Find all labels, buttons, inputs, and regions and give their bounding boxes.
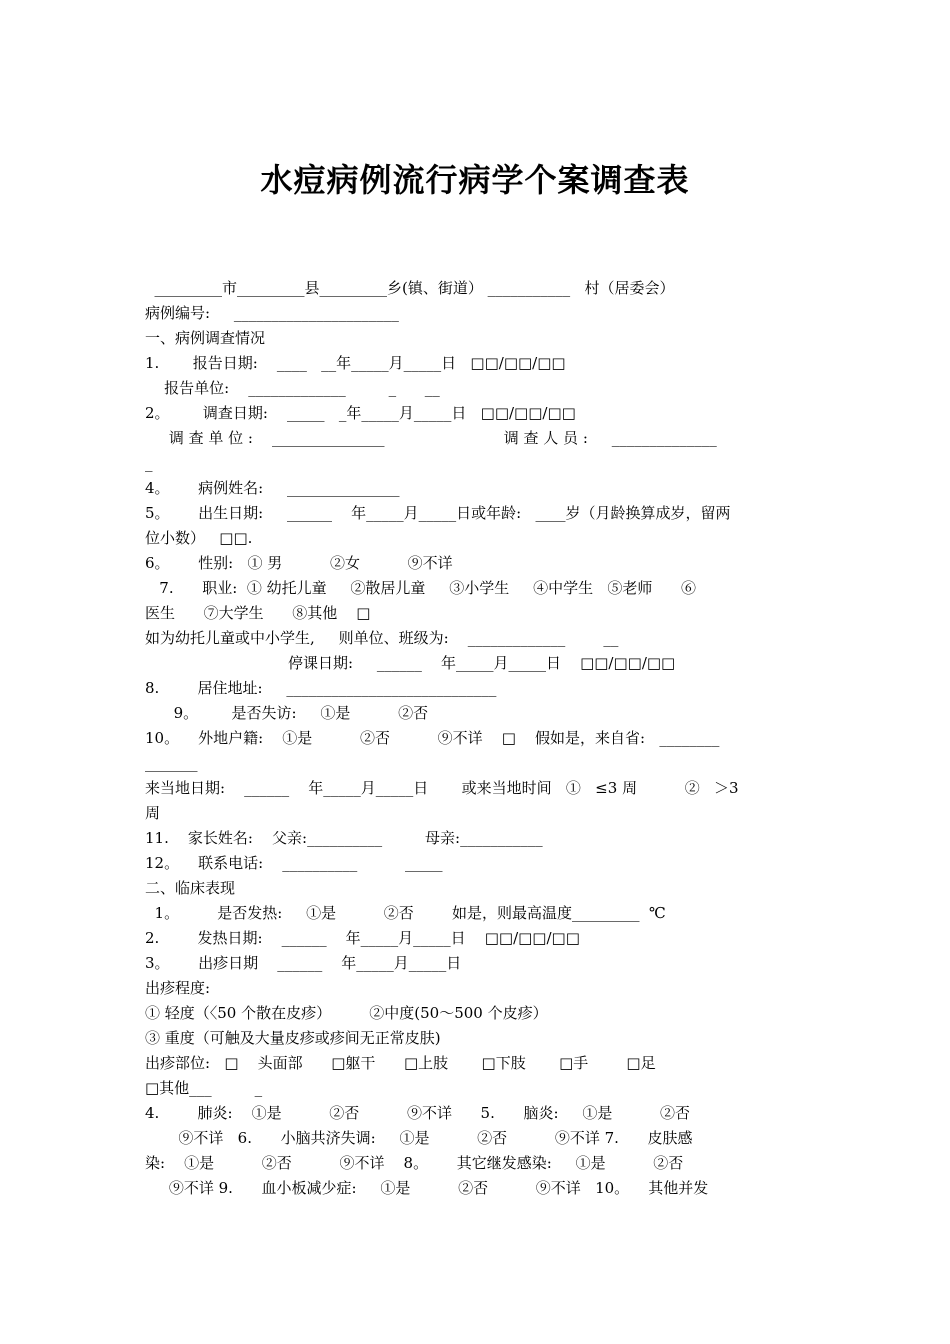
form-line-patient-name: 4。 病例姓名: _______________	[145, 479, 400, 497]
form-line-survey-unit: 调 查 单 位 : _______________ 调 查 人 员 : ______________	[145, 429, 717, 447]
form-line-region: _________市_________县_________乡(镇、街道） ___________ 村（居委会）	[145, 279, 675, 297]
form-line-report-date: 1. 报告日期: ____ __年_____月_____日 □□/□□/□□	[145, 354, 566, 372]
form-line-phone: 12。 联系电话: __________ _____	[145, 854, 443, 872]
form-line-case-number: 病例编号: ______________________	[145, 304, 399, 322]
form-line-rash-date: 3。 出疹日期 ______ 年_____月_____日	[145, 954, 462, 972]
form-line-complications-1: 4. 肺炎: ①是 ②否 ⑨不详 5. 脑炎: ①是 ②否	[145, 1104, 691, 1122]
form-line-rash-severity-severe: ③ 重度（可触及大量皮疹或疹间无正常皮肤)	[145, 1029, 441, 1047]
section-heading-2: 二、临床表现	[145, 879, 236, 897]
form-line-report-unit: 报告单位: _____________ _ __	[145, 379, 440, 397]
form-line-complications-2: ⑨不详 6. 小脑共济失调: ①是 ②否 ⑨不详 7. 皮肤感	[145, 1129, 693, 1147]
form-line-rash-location-other: □其他___ _	[145, 1079, 263, 1097]
form-line-arrival-date: 来当地日期: ______ 年_____月_____日 或来当地时间 ① ≤3 周 ② ＞3	[145, 779, 739, 797]
form-line-continuation: _	[145, 454, 153, 472]
form-line-complications-4: ⑨不详 9. 血小板减少症: ①是 ②否 ⑨不详 10。 其他并发	[145, 1179, 709, 1197]
form-line-arrival-date-cont: 周	[145, 804, 161, 822]
form-line-rash-severity-options: ① 轻度（〈50 个散在皮疹） ②中度(50～500 个皮疹）	[145, 1004, 548, 1022]
form-line-school-class: 如为幼托儿童或中小学生, 则单位、班级为: _____________ __	[145, 629, 619, 647]
section-heading-1: 一、病例调查情况	[145, 329, 266, 347]
page-title: 水痘病例流行病学个案调查表	[260, 161, 690, 199]
form-line-parent-names: 11. 家长姓名: 父亲:__________ 母亲:___________	[145, 829, 543, 847]
form-line-occupation-cont: 医生 ⑦大学生 ⑧其他 □	[145, 604, 371, 622]
form-line-fever-date: 2. 发热日期: ______ 年_____月_____日 □□/□□/□□	[145, 929, 580, 947]
form-line-birth-date-cont: 位小数） □□.	[145, 529, 253, 547]
form-line-birth-date: 5。 出生日期: ______ 年_____月_____日或年龄: ____岁（月龄换算成岁，留两	[145, 504, 731, 522]
form-line-fever: 1。 是否发热: ①是 ②否 如是，则最高温度_________ ℃	[145, 904, 666, 922]
form-line-survey-date: 2。 调查日期: _____ _年_____月_____日 □□/□□/□□	[145, 404, 576, 422]
form-line-class-stop-date: 停课日期: ______ 年_____月_____日 □□/□□/□□	[145, 654, 676, 672]
form-line-rash-location: 出疹部位: □ 头面部 □躯干 □上肢 □下肢 □手 □足	[145, 1054, 656, 1072]
form-line-lost-follow-up: 9。 是否失访: ①是 ②否	[145, 704, 429, 722]
form-line-address: 8. 居住地址: ____________________________	[145, 679, 497, 697]
form-line-continuation: _______	[145, 754, 198, 772]
form-line-rash-severity-label: 出疹程度:	[145, 979, 211, 997]
form-line-sex: 6。 性别: ① 男 ②女 ⑨不详	[145, 554, 453, 572]
form-line-complications-3: 染: ①是 ②否 ⑨不详 8。 其它继发感染: ①是 ②否	[145, 1154, 684, 1172]
form-body	[145, 276, 807, 1201]
form-line-non-local-household: 10。 外地户籍: ①是 ②否 ⑨不详 □ 假如是，来自省: ________	[145, 729, 720, 747]
form-line-occupation: 7. 职业: ① 幼托儿童 ②散居儿童 ③小学生 ④中学生 ⑤老师 ⑥	[145, 579, 697, 597]
